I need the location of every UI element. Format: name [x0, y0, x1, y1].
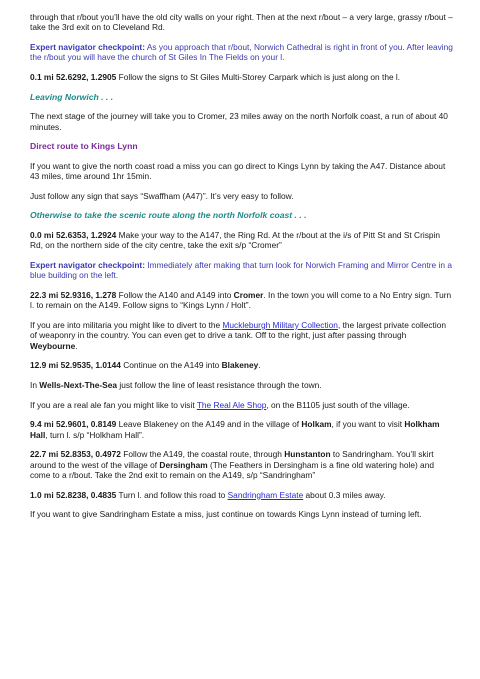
- heading-scenic-route: Otherwise to take the scenic route along the north Norfolk coast . . .: [30, 210, 307, 221]
- checkpoint-framing: Expert navigator checkpoint: Immediately after making that turn look for Norwich Framing and Mirror Centre in a blue building on the left.: [30, 259, 452, 281]
- waypoint-coord: 9.4 mi 52.9601, 0.8149: [30, 419, 117, 430]
- paragraph-holkham: 9.4 mi 52.9601, 0.8149 Leave Blakeney on the A149 and in the village of Holkam, if you want to visit Holkham Hall, turn l. s/p “Holkham Hall”.: [30, 419, 440, 440]
- paragraph-old-city-walls: through that r/bout you’ll have the old city walls on your right. Then at the next r/bout – a very large, grassy r/bout – take the 3rd exit on to Cleveland Rd.: [30, 12, 453, 33]
- paragraph-ring-road: 0.0 mi 52.6353, 1.2924 Make your way to the A147, the Ring Rd. At the r/bout at the i/s of Pitt St and St Crispin Rd, on the northern side of the city centre, take the exit s/p “Cromer”: [30, 229, 441, 251]
- checkpoint-label: Expert navigator checkpoint:: [30, 42, 145, 52]
- muckleburgh-link[interactable]: Muckleburgh Military Collection: [222, 319, 338, 330]
- paragraph-wells: In Wells-Next-The-Sea just follow the line of least resistance through the town.: [30, 379, 322, 390]
- waypoint-coord: 22.7 mi 52.8353, 0.4972: [30, 449, 121, 460]
- paragraph-muckleburgh: If you are into militaria you might like to divert to the Muckleburgh Military Collection, the largest private collection of weaponry in the country. You can even get to drive a tank. Off to the right, just after passing through Weybourne.: [30, 319, 446, 351]
- waypoint-coord: 22.3 mi 52.9316, 1.278: [30, 289, 117, 300]
- paragraph-sandringham: 1.0 mi 52.8238, 0.4835 Turn l. and follow this road to Sandringham Estate about 0.3 miles away.: [30, 489, 386, 500]
- waypoint-coord: 1.0 mi 52.8238, 0.4835: [30, 489, 117, 500]
- paragraph-real-ale: If you are a real ale fan you might like to visit The Real Ale Shop, on the B1105 just south of the village.: [30, 399, 410, 410]
- paragraph-to-cromer: The next stage of the journey will take you to Cromer, 23 miles away on the north Norfolk coast, a run of about 40 minutes.: [30, 111, 448, 132]
- paragraph-a47: If you want to give the north coast road a miss you can go direct to Kings Lynn by taking the A47. Distance about 43 miles, time around 1hr 15min.: [30, 160, 446, 182]
- paragraph-skip-sandringham: If you want to give Sandringham Estate a miss, just continue on towards Kings Lynn instead of turning left.: [30, 509, 422, 520]
- heading-direct-route: Direct route to Kings Lynn: [30, 141, 138, 152]
- checkpoint-cathedral: Expert navigator checkpoint: As you approach that r/bout, Norwich Cathedral is right in front of you. After leaving the r/bout you will have the church of St Giles In The Fields on your l.: [30, 42, 453, 63]
- document-page: [30, 12, 455, 529]
- paragraph-st-giles: 0.1 mi 52.6292, 1.2905 Follow the signs to St Giles Multi-Storey Carpark which is just along on the l.: [30, 72, 401, 82]
- checkpoint-label: Expert navigator checkpoint:: [30, 259, 145, 270]
- sandringham-estate-link[interactable]: Sandringham Estate: [227, 489, 304, 500]
- waypoint-coord: 12.9 mi 52.9535, 1.0144: [30, 360, 121, 371]
- paragraph-swaffham: Just follow any sign that says “Swaffham (A47)”. It’s very easy to follow.: [30, 190, 294, 201]
- paragraph-hunstanton: 22.7 mi 52.8353, 0.4972 Follow the A149, the coastal route, through Hunstanton to Sandringham. You’ll skirt around to the west of the village of Dersingham (The Feathers in Dersingham is a fine old watering hole) and come to a r/bout. Take the 2nd exit to remain on the A149, s/p “Sandringham”: [30, 449, 434, 480]
- paragraph-blakeney: 12.9 mi 52.9535, 1.0144 Continue on the A149 into Blakeney.: [30, 360, 261, 371]
- waypoint-coord: 0.1 mi 52.6292, 1.2905: [30, 72, 117, 82]
- real-ale-shop-link[interactable]: The Real Ale Shop: [196, 399, 267, 410]
- heading-leaving-norwich: Leaving Norwich . . .: [30, 91, 114, 102]
- paragraph-cromer: 22.3 mi 52.9316, 1.278 Follow the A140 and A149 into Cromer. In the town you will come to a No Entry sign. Turn l. to remain on the A149. Follow signs to “Kings Lynn / Holt”.: [30, 289, 452, 311]
- waypoint-coord: 0.0 mi 52.6353, 1.2924: [30, 229, 117, 240]
